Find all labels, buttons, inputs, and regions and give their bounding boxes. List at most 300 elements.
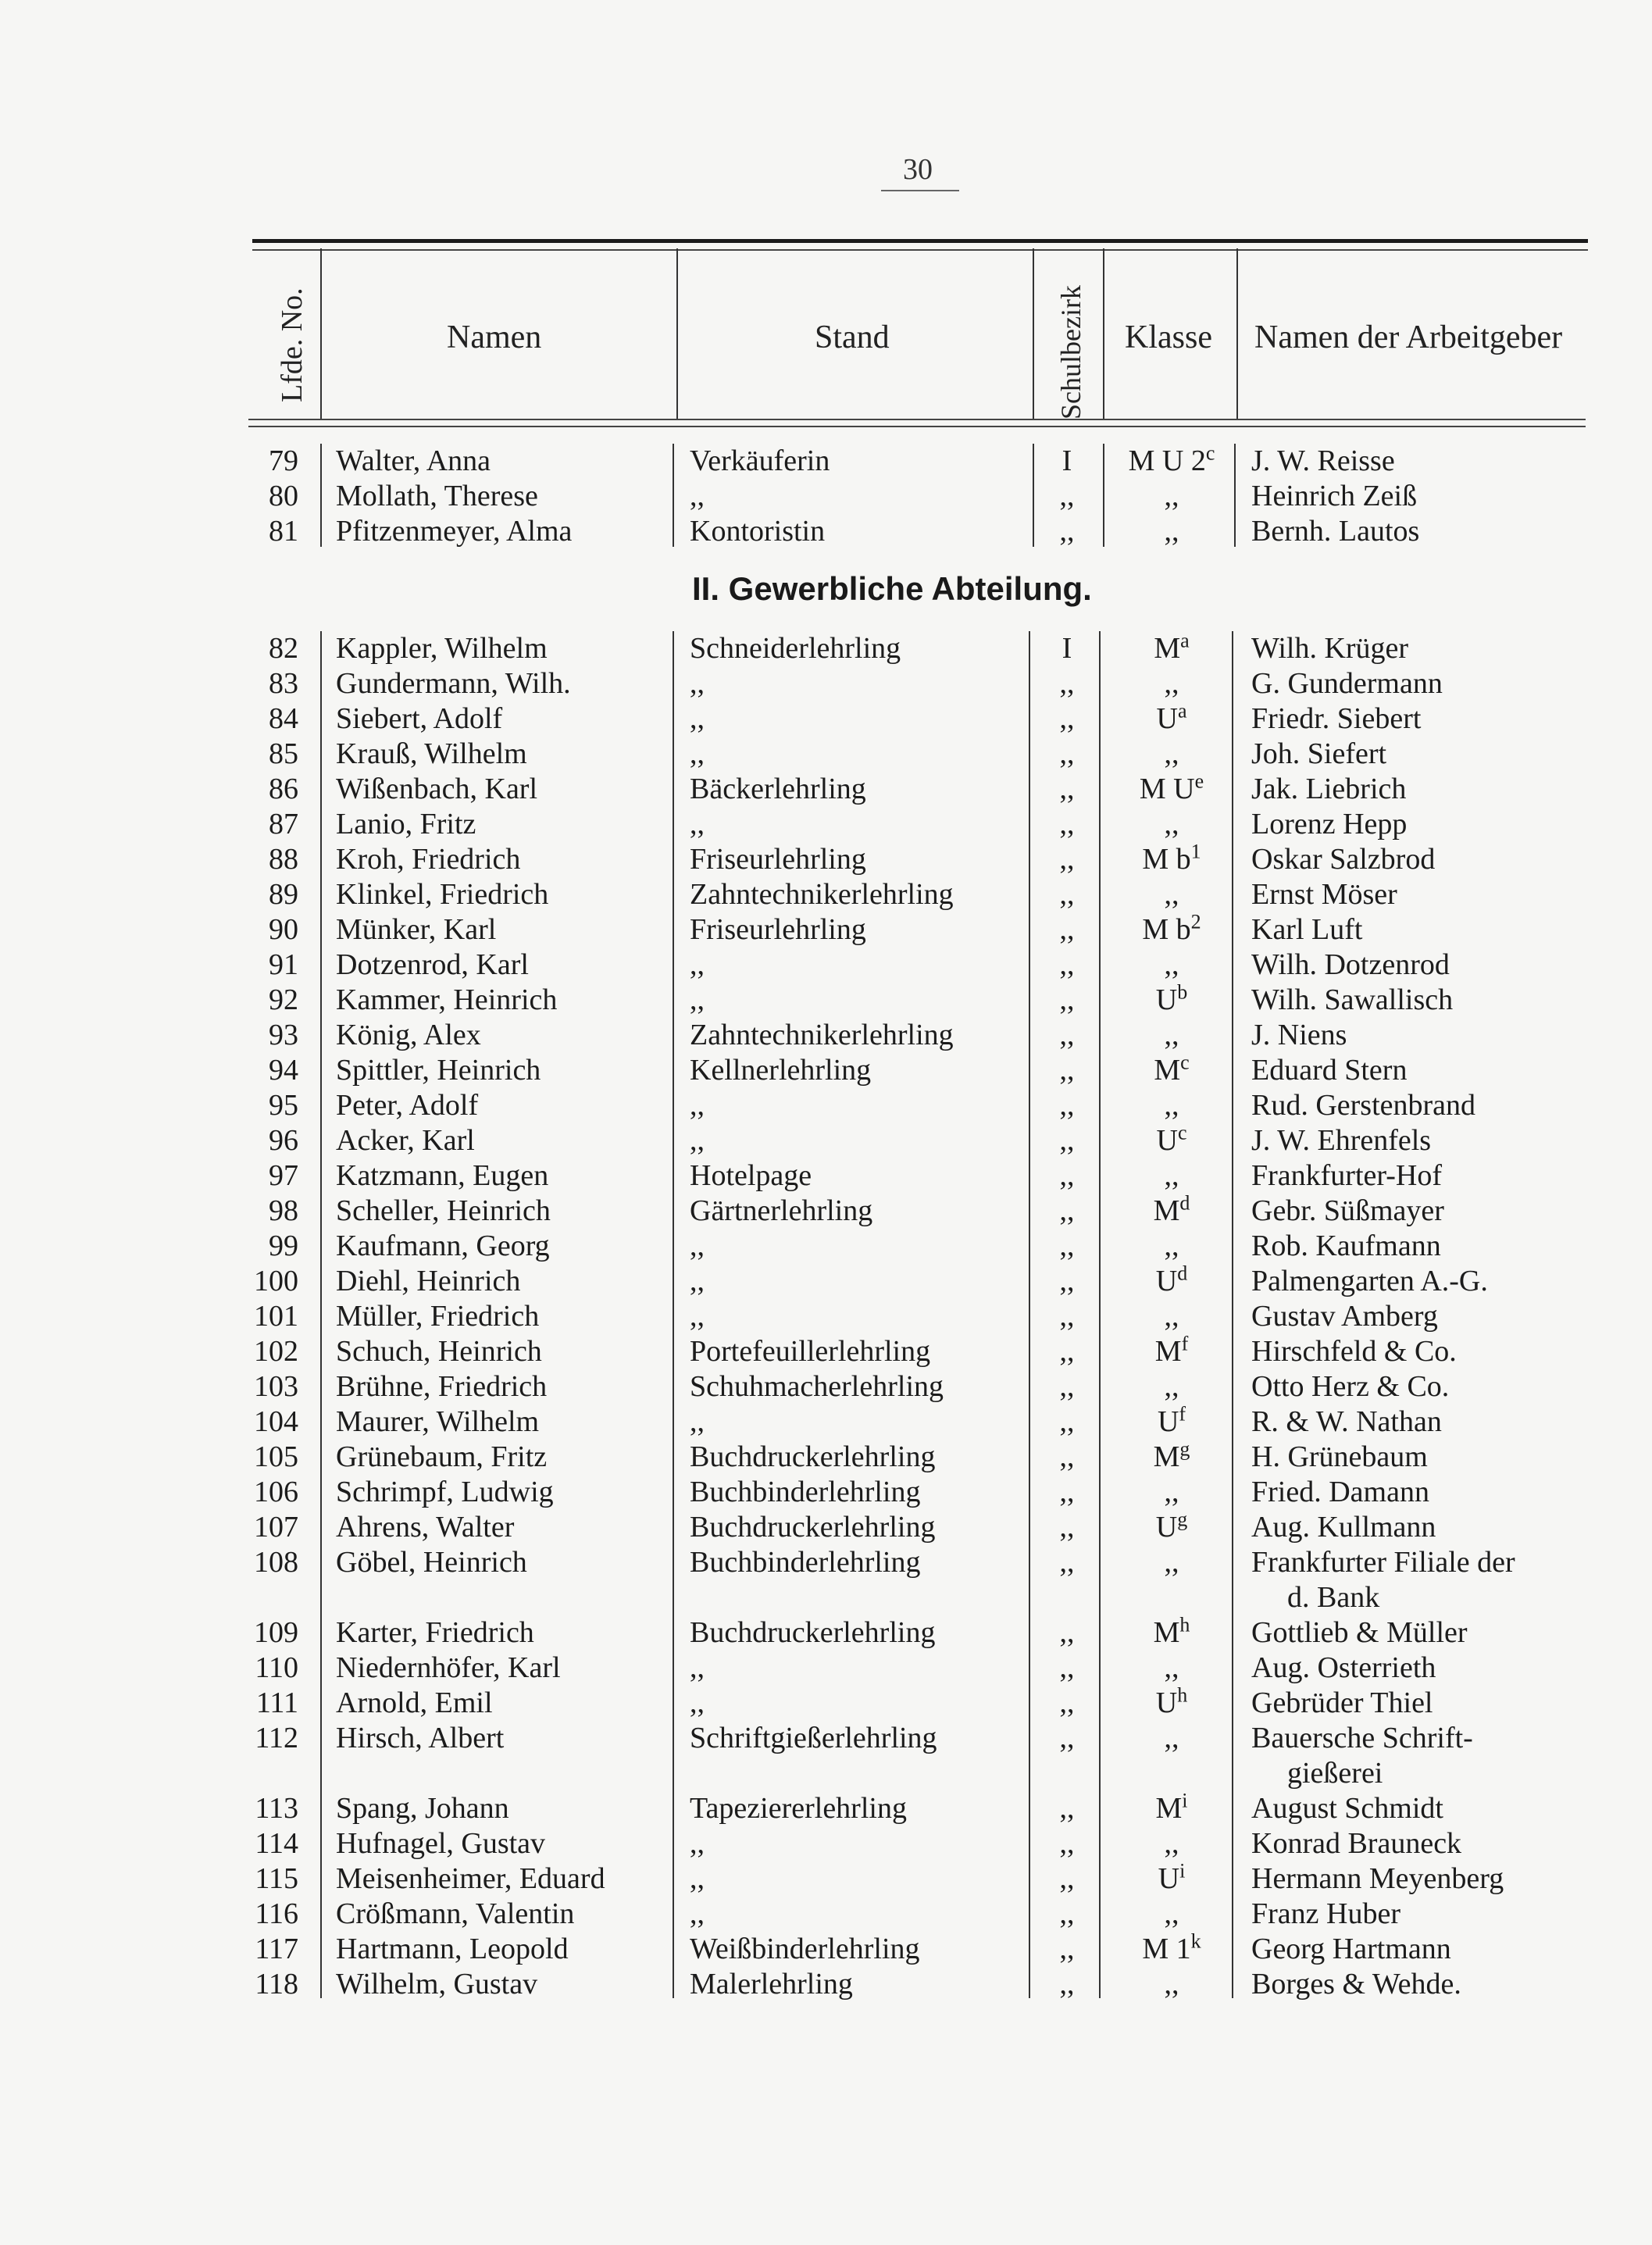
table-row	[0, 1510, 1652, 1545]
row-name: Walter, Anna	[336, 444, 491, 477]
row-arbeitgeber: Wilh. Krüger	[1251, 632, 1409, 665]
row-name: Ahrens, Walter	[336, 1511, 515, 1544]
row-klasse-value: U	[1155, 983, 1178, 1016]
row-schulbezirk: ,,	[1059, 913, 1075, 946]
row-klasse-value: ,,	[1164, 480, 1179, 512]
row-klasse	[1100, 1404, 1243, 1440]
row-name: Kroh, Friedrich	[336, 843, 521, 876]
row-klasse-superscript: h	[1179, 1613, 1190, 1636]
row-stand: ,,	[690, 1230, 705, 1262]
row-schulbezirk: ,,	[1059, 1370, 1075, 1403]
table-row	[0, 1791, 1652, 1826]
row-schulbezirk: ,,	[1059, 1792, 1075, 1825]
row-klasse-value: ,,	[1164, 1827, 1179, 1860]
row-name: Müller, Friedrich	[336, 1300, 540, 1333]
row-schulbezirk: ,,	[1059, 1616, 1075, 1649]
row-number: 111	[255, 1686, 298, 1719]
row-schulbezirk: ,,	[1059, 1933, 1075, 1965]
row-klasse-value: ,,	[1164, 808, 1179, 841]
row-klasse	[1100, 769, 1243, 807]
row-schulbezirk: ,,	[1059, 1722, 1075, 1754]
row-arbeitgeber: Bernh. Lautos	[1251, 515, 1420, 548]
row-klasse-superscript: a	[1177, 699, 1187, 723]
table-row	[0, 1264, 1652, 1299]
table-row	[0, 666, 1652, 701]
row-klasse-value: U	[1156, 702, 1178, 735]
row-klasse	[1100, 1158, 1243, 1194]
row-klasse-value: M	[1154, 632, 1181, 665]
table-row	[0, 1158, 1652, 1194]
row-stand: Buchbinderlehrling	[690, 1476, 921, 1508]
row-klasse-superscript: e	[1194, 769, 1204, 793]
row-arbeitgeber: August Schmidt	[1251, 1792, 1443, 1825]
row-stand: ,,	[690, 667, 705, 700]
page-number: 30	[903, 153, 933, 186]
row-klasse	[1100, 1929, 1243, 1967]
row-stand: Schuhmacherlehrling	[690, 1370, 944, 1403]
table-row	[0, 1475, 1652, 1510]
row-klasse-superscript: a	[1180, 629, 1190, 652]
row-number: 108	[254, 1546, 298, 1579]
row-arbeitgeber: Gustav Amberg	[1251, 1300, 1438, 1333]
row-klasse-value: ,,	[1164, 1897, 1179, 1930]
row-number: 91	[269, 948, 298, 981]
row-klasse	[1100, 877, 1243, 912]
row-stand: ,,	[690, 808, 705, 841]
table-row	[0, 842, 1652, 877]
header-arbeitgeber: Namen der Arbeitgeber	[1254, 319, 1563, 355]
row-klasse-value: M	[1153, 1440, 1180, 1473]
row-klasse	[1100, 1299, 1243, 1334]
table-row	[0, 948, 1652, 983]
row-number: 99	[269, 1230, 298, 1262]
table-row	[0, 1334, 1652, 1369]
row-arbeitgeber: Gottlieb & Müller	[1251, 1616, 1468, 1649]
table-row	[0, 1545, 1652, 1614]
row-arbeitgeber: J. Niens	[1251, 1019, 1347, 1051]
row-schulbezirk: ,,	[1059, 1265, 1075, 1297]
row-arbeitgeber: Bauersche Schrift-	[1251, 1722, 1473, 1754]
table-row	[0, 737, 1652, 772]
row-klasse	[1100, 980, 1243, 1018]
row-klasse-superscript: i	[1182, 1789, 1188, 1812]
row-schulbezirk: ,,	[1059, 1124, 1075, 1157]
table-row	[0, 769, 1652, 807]
row-schulbezirk: ,,	[1059, 1440, 1075, 1473]
row-klasse	[1100, 1053, 1243, 1088]
row-arbeitgeber: J. W. Ehrenfels	[1251, 1124, 1432, 1157]
row-name: Kaufmann, Georg	[336, 1230, 550, 1262]
row-stand: Bäckerlehrling	[690, 773, 866, 805]
row-klasse	[1100, 1651, 1243, 1686]
row-number: 102	[254, 1335, 298, 1368]
row-stand: ,,	[690, 1862, 705, 1895]
table-row	[0, 877, 1652, 912]
row-schulbezirk: ,,	[1059, 1159, 1075, 1192]
row-number: 100	[254, 1265, 298, 1297]
row-klasse-value: ,,	[1164, 667, 1179, 700]
row-klasse	[1100, 1191, 1243, 1229]
row-name: Hufnagel, Gustav	[336, 1827, 546, 1860]
row-number: 93	[269, 1019, 298, 1051]
row-arbeitgeber: Fried. Damann	[1251, 1476, 1429, 1508]
row-schulbezirk: ,,	[1059, 667, 1075, 700]
row-number: 109	[254, 1616, 298, 1649]
row-schulbezirk: ,,	[1059, 702, 1075, 735]
row-klasse-value: U	[1157, 1405, 1179, 1438]
row-name: Münker, Karl	[336, 913, 497, 946]
row-klasse	[1100, 1437, 1243, 1475]
row-schulbezirk: ,,	[1059, 515, 1075, 548]
row-name: Mollath, Therese	[336, 480, 538, 512]
row-klasse	[1100, 1721, 1243, 1756]
table-row	[0, 1967, 1652, 2002]
row-arbeitgeber: Palmengarten A.-G.	[1251, 1265, 1488, 1297]
row-schulbezirk: I	[1061, 632, 1072, 665]
row-arbeitgeber: R. & W. Nathan	[1251, 1405, 1442, 1438]
row-arbeitgeber-continued: d. Bank	[1287, 1581, 1380, 1614]
row-stand: Zahntechnikerlehrling	[690, 1019, 954, 1051]
row-name: Karter, Friedrich	[336, 1616, 534, 1649]
table-row	[0, 807, 1652, 842]
row-stand: ,,	[690, 1405, 705, 1438]
row-schulbezirk: ,,	[1059, 843, 1075, 876]
row-number: 114	[255, 1827, 298, 1860]
table-row	[0, 514, 1652, 549]
row-klasse-superscript: g	[1177, 1508, 1188, 1531]
row-stand: Kellnerlehrling	[690, 1054, 872, 1087]
row-number: 84	[269, 702, 298, 735]
header-klasse: Klasse	[1125, 319, 1212, 355]
table-top-rule-thick	[252, 239, 1588, 243]
row-klasse-value: M	[1155, 1792, 1183, 1825]
row-klasse-value: ,,	[1164, 1159, 1179, 1192]
row-klasse-value: ,,	[1164, 1722, 1179, 1754]
header-namen: Namen	[447, 319, 542, 355]
row-klasse-value: U	[1155, 1265, 1178, 1297]
row-name: Schrimpf, Ludwig	[336, 1476, 554, 1508]
header-bottom-rule-2	[248, 426, 1586, 427]
table-row	[0, 479, 1652, 514]
row-klasse-value: ,,	[1164, 1476, 1179, 1508]
row-name: Krauß, Wilhelm	[336, 737, 527, 770]
row-klasse-superscript: f	[1181, 1332, 1189, 1355]
row-klasse-superscript: 1	[1190, 840, 1201, 863]
row-klasse	[1100, 1123, 1243, 1158]
row-klasse-value: M b	[1142, 843, 1191, 876]
row-name: Kappler, Wilhelm	[336, 632, 548, 665]
row-name: Dotzenrod, Karl	[336, 948, 529, 981]
row-schulbezirk: ,,	[1059, 1405, 1075, 1438]
row-klasse	[1100, 948, 1243, 983]
table-row	[0, 980, 1652, 1018]
table-row	[0, 1721, 1652, 1790]
header-divider-4	[1103, 248, 1104, 419]
row-stand: ,,	[690, 1897, 705, 1930]
row-klasse-value: ,,	[1164, 1370, 1179, 1403]
row-schulbezirk: ,,	[1059, 1546, 1075, 1579]
row-schulbezirk: ,,	[1059, 1089, 1075, 1122]
table-row	[0, 1088, 1652, 1123]
section-heading: II. Gewerbliche Abteilung.	[692, 570, 1092, 607]
row-arbeitgeber: Oskar Salzbrod	[1251, 843, 1436, 876]
row-arbeitgeber: Otto Herz & Co.	[1251, 1370, 1450, 1403]
row-number: 89	[269, 878, 298, 911]
row-number: 101	[254, 1300, 298, 1333]
row-klasse	[1100, 1264, 1243, 1299]
header-stand: Stand	[815, 319, 890, 355]
table-row	[0, 1437, 1652, 1475]
row-stand: ,,	[690, 702, 705, 735]
row-klasse-superscript: 2	[1190, 910, 1201, 933]
row-klasse-value: U	[1158, 1862, 1180, 1895]
header-bottom-rule-1	[248, 419, 1586, 420]
row-name: Lanio, Fritz	[336, 808, 476, 841]
row-schulbezirk: ,,	[1059, 1054, 1075, 1087]
row-schulbezirk: ,,	[1059, 1827, 1075, 1860]
table-row	[0, 1123, 1652, 1158]
row-klasse	[1100, 1369, 1243, 1404]
row-stand: Malerlehrling	[690, 1968, 853, 2001]
row-arbeitgeber: Joh. Siefert	[1251, 737, 1387, 770]
row-arbeitgeber: H. Grünebaum	[1251, 1440, 1428, 1473]
row-arbeitgeber: Frankfurter-Hof	[1251, 1159, 1443, 1192]
row-schulbezirk: ,,	[1059, 983, 1075, 1016]
row-klasse-superscript: f	[1179, 1402, 1186, 1426]
row-stand: Buchdruckerlehrling	[690, 1440, 936, 1473]
row-arbeitgeber-continued: gießerei	[1287, 1757, 1383, 1790]
row-klasse	[1100, 807, 1243, 842]
row-number: 118	[255, 1968, 298, 2001]
row-klasse	[1100, 441, 1243, 479]
row-klasse-value: M	[1153, 1194, 1180, 1227]
row-name: Pfitzenmeyer, Alma	[336, 515, 573, 548]
row-stand: ,,	[690, 1089, 705, 1122]
row-schulbezirk: ,,	[1059, 1686, 1075, 1719]
table-row	[0, 1018, 1652, 1053]
row-klasse	[1100, 1615, 1243, 1651]
header-schulbezirk: Schulbezirk	[1055, 285, 1086, 419]
row-klasse-value: ,,	[1164, 515, 1179, 548]
row-klasse-value: ,,	[1164, 1651, 1179, 1684]
row-arbeitgeber: Aug. Kullmann	[1251, 1511, 1436, 1544]
row-number: 106	[254, 1476, 298, 1508]
row-arbeitgeber: Wilh. Dotzenrod	[1251, 948, 1450, 981]
row-klasse	[1100, 701, 1243, 737]
row-arbeitgeber: Hermann Meyenberg	[1251, 1862, 1504, 1895]
row-name: Göbel, Heinrich	[336, 1546, 527, 1579]
row-stand: ,,	[690, 480, 705, 512]
row-klasse-value: M U 2	[1128, 444, 1206, 477]
row-schulbezirk: ,,	[1059, 1194, 1075, 1227]
header-divider-5	[1236, 248, 1238, 419]
table-row	[0, 1897, 1652, 1932]
row-name: Acker, Karl	[336, 1124, 475, 1157]
row-name: Crößmann, Valentin	[336, 1897, 575, 1930]
header-divider-1	[320, 248, 322, 419]
row-number: 86	[269, 773, 298, 805]
header-divider-2	[676, 248, 678, 419]
row-schulbezirk: ,,	[1059, 1476, 1075, 1508]
table-top-rule-thin	[252, 249, 1588, 251]
row-name: Scheller, Heinrich	[336, 1194, 551, 1227]
row-klasse	[1100, 737, 1243, 772]
row-klasse-value: M U	[1139, 773, 1195, 805]
row-stand: Buchdruckerlehrling	[690, 1616, 936, 1649]
row-arbeitgeber: J. W. Reisse	[1251, 444, 1395, 477]
row-klasse-superscript: k	[1190, 1929, 1201, 1953]
row-klasse-superscript: c	[1205, 441, 1215, 465]
row-stand: Schneiderlehrling	[690, 632, 901, 665]
row-schulbezirk: ,,	[1059, 1019, 1075, 1051]
row-klasse-superscript: h	[1177, 1683, 1188, 1707]
row-stand: ,,	[690, 948, 705, 981]
row-name: Spang, Johann	[336, 1792, 509, 1825]
row-klasse-superscript: c	[1180, 1051, 1190, 1074]
row-number: 112	[255, 1722, 298, 1754]
row-arbeitgeber: Frankfurter Filiale der	[1251, 1546, 1515, 1579]
row-name: Maurer, Wilhelm	[336, 1405, 540, 1438]
row-name: Katzmann, Eugen	[336, 1159, 549, 1192]
row-klasse	[1100, 1475, 1243, 1510]
row-schulbezirk: ,,	[1059, 948, 1075, 981]
row-klasse-value: U	[1156, 1124, 1178, 1157]
table-row	[0, 441, 1652, 479]
row-number: 83	[269, 667, 298, 700]
header-lfde-no: Lfde. No.	[276, 287, 309, 402]
row-klasse-value: ,,	[1164, 878, 1179, 911]
row-arbeitgeber: Eduard Stern	[1251, 1054, 1408, 1087]
row-arbeitgeber: Gebr. Süßmayer	[1251, 1194, 1444, 1227]
row-name: Peter, Adolf	[336, 1089, 479, 1122]
row-name: Grünebaum, Fritz	[336, 1440, 548, 1473]
row-klasse-value: ,,	[1164, 1546, 1179, 1579]
row-klasse-value: M b	[1142, 913, 1191, 946]
row-name: Kammer, Heinrich	[336, 983, 558, 1016]
row-klasse-value: U	[1155, 1511, 1178, 1544]
row-stand: ,,	[690, 1265, 705, 1297]
table-row	[0, 1861, 1652, 1897]
row-stand: ,,	[690, 983, 705, 1016]
row-schulbezirk: ,,	[1059, 773, 1075, 805]
row-klasse	[1100, 1334, 1243, 1369]
row-klasse	[1100, 1861, 1243, 1897]
row-klasse	[1100, 1826, 1243, 1861]
row-klasse	[1100, 514, 1243, 549]
table-row	[0, 1404, 1652, 1440]
row-number: 82	[269, 632, 298, 665]
row-number: 98	[269, 1194, 298, 1227]
row-schulbezirk: ,,	[1059, 878, 1075, 911]
row-klasse-value: ,,	[1164, 737, 1179, 770]
row-name: Gundermann, Wilh.	[336, 667, 571, 700]
row-number: 85	[269, 737, 298, 770]
row-stand: Friseurlehrling	[690, 913, 866, 946]
row-name: Diehl, Heinrich	[336, 1265, 521, 1297]
row-name: Schuch, Heinrich	[336, 1335, 542, 1368]
row-number: 107	[254, 1511, 298, 1544]
row-arbeitgeber: Ernst Möser	[1251, 878, 1397, 911]
row-arbeitgeber: Karl Luft	[1251, 913, 1363, 946]
row-arbeitgeber: Rob. Kaufmann	[1251, 1230, 1441, 1262]
row-klasse-superscript: c	[1177, 1121, 1187, 1144]
row-stand: ,,	[690, 1686, 705, 1719]
row-name: Wißenbach, Karl	[336, 773, 538, 805]
row-stand: Buchbinderlehrling	[690, 1546, 921, 1579]
table-row	[0, 1826, 1652, 1861]
row-schulbezirk: I	[1061, 444, 1072, 477]
row-name: Wilhelm, Gustav	[336, 1968, 538, 2001]
row-arbeitgeber: Aug. Osterrieth	[1251, 1651, 1436, 1684]
row-name: Siebert, Adolf	[336, 702, 503, 735]
row-stand: Gärtnerlehrling	[690, 1194, 873, 1227]
row-name: Niedernhöfer, Karl	[336, 1651, 561, 1684]
row-klasse	[1100, 666, 1243, 701]
row-number: 79	[269, 444, 298, 477]
row-name: Arnold, Emil	[336, 1686, 493, 1719]
row-stand: Schriftgießerlehrling	[690, 1722, 937, 1754]
table-row	[0, 1615, 1652, 1651]
row-name: Klinkel, Friedrich	[336, 878, 549, 911]
row-klasse	[1100, 842, 1243, 877]
row-klasse-value: ,,	[1164, 1019, 1179, 1051]
row-klasse-value: ,,	[1164, 948, 1179, 981]
row-number: 115	[255, 1862, 298, 1895]
row-arbeitgeber: G. Gundermann	[1251, 667, 1443, 700]
table-row	[0, 912, 1652, 948]
table-row	[0, 1369, 1652, 1404]
row-schulbezirk: ,,	[1059, 1651, 1075, 1684]
row-arbeitgeber: Friedr. Siebert	[1251, 702, 1422, 735]
row-arbeitgeber: Rud. Gerstenbrand	[1251, 1089, 1476, 1122]
row-klasse-value: M	[1154, 1335, 1182, 1368]
row-stand: Buchdruckerlehrling	[690, 1511, 936, 1544]
row-number: 113	[255, 1792, 298, 1825]
row-klasse	[1100, 1510, 1243, 1545]
row-number: 96	[269, 1124, 298, 1157]
row-stand: ,,	[690, 1827, 705, 1860]
row-name: Hirsch, Albert	[336, 1722, 505, 1754]
row-stand: Kontoristin	[690, 515, 826, 548]
row-arbeitgeber: Gebrüder Thiel	[1251, 1686, 1433, 1719]
row-stand: ,,	[690, 1651, 705, 1684]
row-number: 81	[269, 515, 298, 548]
row-arbeitgeber: Borges & Wehde.	[1251, 1968, 1461, 2001]
row-klasse	[1100, 912, 1243, 948]
row-arbeitgeber: Georg Hartmann	[1251, 1933, 1451, 1965]
row-number: 105	[254, 1440, 298, 1473]
row-klasse	[1100, 1229, 1243, 1264]
row-klasse-superscript: b	[1177, 980, 1188, 1004]
row-klasse-value: ,,	[1164, 1300, 1179, 1333]
row-schulbezirk: ,,	[1059, 737, 1075, 770]
table-row	[0, 1651, 1652, 1686]
row-schulbezirk: ,,	[1059, 1968, 1075, 2001]
row-klasse	[1100, 1088, 1243, 1123]
row-name: Brühne, Friedrich	[336, 1370, 548, 1403]
row-klasse-value: U	[1155, 1686, 1178, 1719]
row-number: 97	[269, 1159, 298, 1192]
row-schulbezirk: ,,	[1059, 1897, 1075, 1930]
table-row	[0, 1053, 1652, 1088]
row-stand: Zahntechnikerlehrling	[690, 878, 954, 911]
header-divider-3	[1033, 248, 1034, 419]
row-klasse	[1100, 1683, 1243, 1721]
row-name: Hartmann, Leopold	[336, 1933, 569, 1965]
row-number: 88	[269, 843, 298, 876]
row-klasse-value: M 1	[1142, 1933, 1191, 1965]
row-stand: ,,	[690, 737, 705, 770]
